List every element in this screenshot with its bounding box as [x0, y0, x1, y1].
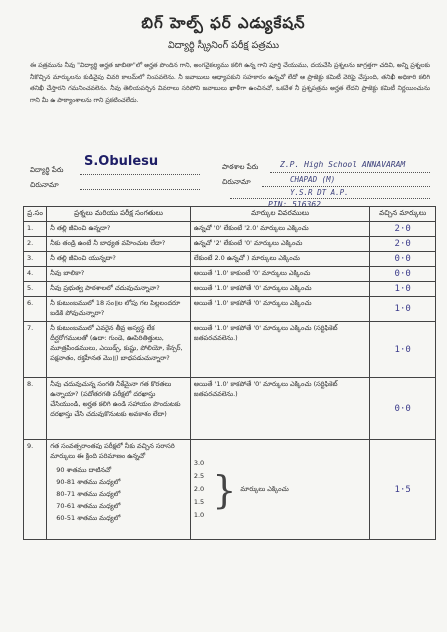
- pin-value: 516362: [292, 200, 321, 209]
- table-row: [24, 267, 436, 282]
- row-number: 7.: [24, 322, 47, 378]
- page-subtitle: విద్యార్థి స్క్రీనింగ్ పరీక్ష పత్రము: [167, 40, 280, 51]
- row-mark: 0·0: [370, 378, 436, 440]
- row-mark: 0·0: [370, 267, 436, 282]
- row-info: అయితే '1.0' కాకపోతే '0' మార్కులు ఎక్కించు: [190, 297, 369, 322]
- row-question-9: [47, 440, 191, 540]
- range-item: 60-51 శాతము మధ్యలో: [56, 514, 121, 522]
- row-number: 3.: [24, 252, 47, 267]
- school-line: [270, 172, 430, 173]
- table-row: [24, 322, 436, 378]
- range-item: 90 శాతము దాటినచో: [56, 466, 112, 474]
- row-question: నీ తల్లి జీవించి ఉన్నదా?: [47, 222, 191, 237]
- col-header-number: ప్ర.సం: [24, 207, 47, 222]
- row-question: నీ కుటుంబములో 18 సం॥ల లోపు గల పిల్లలందరూ బడికి పోవుచున్నారా?: [47, 297, 191, 322]
- col-header-question: ప్రశ్నలు మరియు పరీక్ష సంగతులు: [47, 207, 191, 222]
- table-header-row: [24, 207, 436, 222]
- table-row: [24, 297, 436, 322]
- row-question: నీవు చదువుచున్న సంగతి నీకేమైనా గత కొరతలు ఉన్నాయా? (పదోతరగతి పరీక్షలో దరఖాస్తు చేసియుండి, అర్హత కలిగి ఉండి సహాయం పొందుటకు దరఖాస్తు చేసి చదువుకొనుటకు అవకాశం లేదా): [47, 378, 191, 440]
- student-name-label: విద్యార్థి పేరు: [30, 166, 64, 174]
- student-name-value: S.Obulesu: [84, 154, 159, 169]
- row-info: మార్కులు ఎక్కించు: [240, 484, 289, 493]
- row-number: 6.: [24, 297, 47, 322]
- scale-item: 3.0: [193, 459, 205, 467]
- page-title: బిగ్ హెల్ప్ ఫర్ ఎడ్యుకేషన్: [141, 14, 306, 32]
- brace-icon: }: [212, 467, 237, 512]
- row-mark: 2·0: [370, 237, 436, 252]
- row-info: ఉన్నచో '2' లేకుంటే '0' మార్కులు ఎక్కించు: [190, 237, 369, 252]
- student-name-line: [80, 174, 200, 175]
- row-number: 9.: [24, 440, 47, 540]
- table-row: [24, 222, 436, 237]
- row-mark: 1·0: [370, 297, 436, 322]
- row-mark: 0·0: [370, 252, 436, 267]
- row-number: 2.: [24, 237, 47, 252]
- table-row: [24, 440, 436, 540]
- range-item: 70-61 శాతము మధ్యలో: [56, 502, 121, 510]
- address-line: [80, 189, 200, 190]
- row-question: నీకు తండ్రి ఉంటే నీ బాధ్యత వహించుట లేదా?: [47, 237, 191, 252]
- row-info: అయితే '1.0' కాకపోతే '0' మార్కులు ఎక్కించు (సర్టిఫికెట్ జతపరచవలెను.): [190, 378, 369, 440]
- row-question: నీ తల్లి జీవించి యున్నదా?: [47, 252, 191, 267]
- range-list: [50, 464, 187, 524]
- school-value: Z.P. High School ANNAVARAM: [280, 160, 406, 169]
- row-question: నీవు ప్రభుత్వ పాఠశాలలో చదువుచున్నావా?: [47, 282, 191, 297]
- row-mark: 1·0: [370, 282, 436, 297]
- address2-underline2: [230, 198, 430, 199]
- address-label: చిరునామా: [30, 181, 59, 189]
- marks-scale: [194, 457, 204, 522]
- school-label: పాఠశాల పేరు: [222, 163, 259, 171]
- pin-label: PIN:: [268, 200, 288, 209]
- row-mark: 1·0: [370, 322, 436, 378]
- screening-table: [23, 206, 436, 540]
- row-number: 5.: [24, 282, 47, 297]
- row-question: గత సంవత్సరాంతపు పరీక్షలో నీకు వచ్చిన సరాసరి మార్కులు ఈ క్రింది పరిమాణం ఉన్నచో: [50, 442, 175, 460]
- row-question: నీవు బాలికా?: [47, 267, 191, 282]
- row-number: 8.: [24, 378, 47, 440]
- scale-item: 1.5: [193, 498, 205, 506]
- row-question: నీ కుటుంబములో ఎవరైన తీవ్ర అస్వస్థ లేక దీర్ఘరోగములతో (ఉదా: గుండె, ఊపిరితిత్తులు, మూత్రపిండములు, ఎయిడ్స్, కుష్టు, పోలియో, కేన్సర్, పక్షవాతం, రక్తహీనత మొ॥) బాధపడుచున్నారా?: [47, 322, 191, 378]
- instructions-paragraph: ఈ పత్రమును నీవు "విద్యార్థి అర్హత జాబితా"లో అర్హత పొందిన గాని, అంగవైకల్యము కలిగి ఉన్న గాని పూర్తి చేయుము, దయచేసి ప్రశ్నలను జాగ్రత్తగా చదివి, అన్ని ప్రశ్నలకు నీకొచ్చిన మార్కులను కుడివైపు చివరి కాలమ్‌లో నింపవలెను. నీ జవాబులు ఆధ్యాపకుని సహకారం ఉన్నచో లేదో ఆ ప్రాజెక్టు కమిటీ వెరిఫై చేస్తుంది, తనిఖీ అధికారి కలిగి తనిఖీ చేస్తారని గమనించవలెను. నీవు తెలియపర్చిన వివరాలు సరిపోని జవాబులు ఖాళీగా ఉంచినచో, ఒకవేళ నీ ప్రశ్నపత్రమ అర్హత లేదని ప్రాజెక్టు కమిటీ నిర్ణయించును గాని మీ ఉ పాఠ్యాంశాలను గాని ప్రకటించలేదు.: [30, 62, 430, 104]
- row-info-9: [190, 440, 369, 540]
- row-mark: 1·5: [370, 440, 436, 540]
- address2-underline1: [262, 186, 430, 187]
- col-header-marks-obtained: వచ్చిన మార్కులు: [370, 207, 436, 222]
- row-info: అయితే '1.0' కాకపోతే '0' మార్కులు ఎక్కించు: [190, 282, 369, 297]
- row-number: 4.: [24, 267, 47, 282]
- scale-item: 1.0: [193, 511, 205, 519]
- table-row: [24, 378, 436, 440]
- scale-item: 2.5: [193, 472, 205, 480]
- scale-item: 2.0: [193, 485, 205, 493]
- address2-label: చిరునామా: [222, 178, 251, 186]
- row-info: అయితే '1.0' కాకుంటే '0' మార్కులు ఎక్కించు: [190, 267, 369, 282]
- range-item: 90-81 శాతము మధ్యలో: [56, 478, 121, 486]
- row-info: ఉన్నచో '0' లేకుంటే '2.0' మార్కులు ఎక్కించు: [190, 222, 369, 237]
- col-header-marks-info: మార్కుల వివరములు: [190, 207, 369, 222]
- address2-line2: Y.S.R DT A.P.: [290, 188, 349, 197]
- address2-line1: CHAPAD (M): [290, 175, 336, 184]
- table-row: [24, 252, 436, 267]
- row-info: లేకుంటే 2.0 ఉన్నచో ) మార్కులు ఎక్కించు: [190, 252, 369, 267]
- row-number: 1.: [24, 222, 47, 237]
- table-row: [24, 282, 436, 297]
- table-row: [24, 237, 436, 252]
- row-info: అయితే '1.0' కాకపోతే '0' మార్కులు ఎక్కించు (సర్టిఫికెట్ జతపరచవలెను.): [190, 322, 369, 378]
- range-item: 80-71 శాతము మధ్యలో: [56, 490, 121, 498]
- row-mark: 2·0: [370, 222, 436, 237]
